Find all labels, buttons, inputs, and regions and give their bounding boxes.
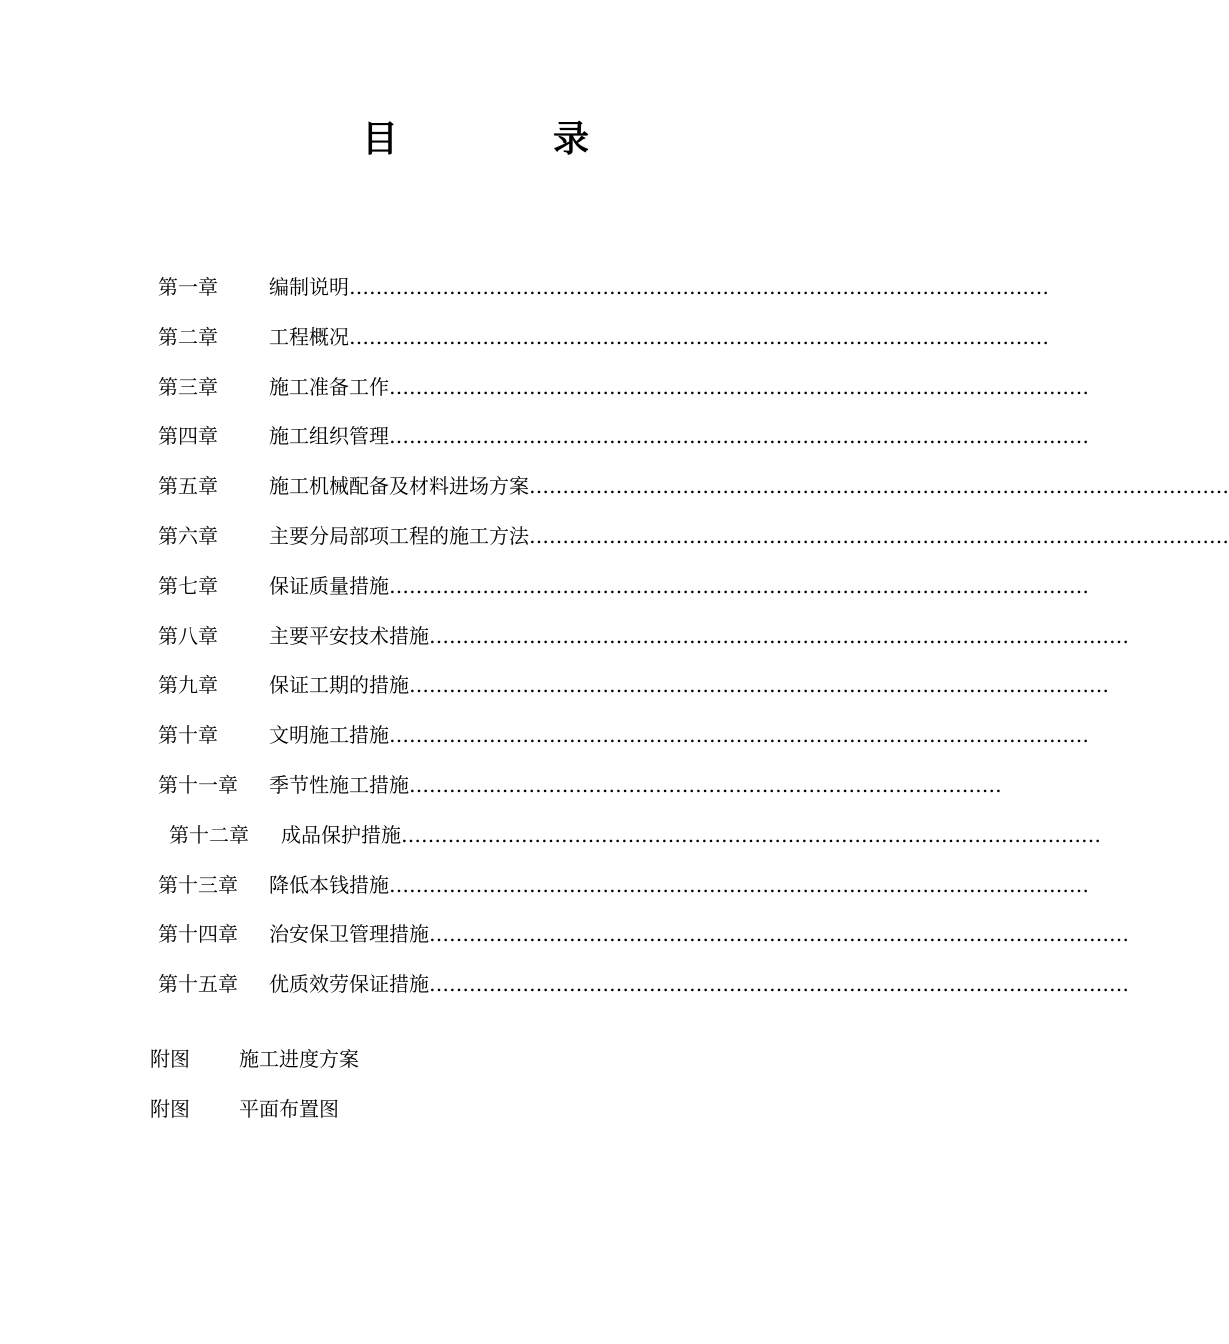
toc-entry-13[interactable]: [0, 862, 1089, 912]
dot-leader: ……………………………………………………………………………………………: [389, 424, 1089, 449]
chapter-number: 第十四章: [158, 922, 238, 947]
chapter-title: 编制说明: [269, 275, 349, 299]
toc-entry-9[interactable]: [0, 662, 1109, 712]
toc-entry-10[interactable]: [0, 712, 1089, 762]
toc-entry-3[interactable]: [0, 364, 1089, 414]
chapter-number: 第三章: [158, 374, 218, 399]
chapter-number: 第一章: [158, 275, 218, 299]
toc-entry-1[interactable]: [0, 264, 1049, 314]
chapter-number: 第九章: [158, 673, 218, 698]
chapter-number: 第十二章: [169, 822, 249, 847]
chapter-number: 第十三章: [158, 872, 238, 897]
appendix-title: 平面布置图: [239, 1097, 339, 1121]
chapter-title: 主要分局部项工程的施工方法: [269, 523, 529, 548]
chapter-title: 保证质量措施: [269, 573, 389, 598]
chapter-number: 第七章: [158, 573, 218, 598]
appendix-label: 附图: [150, 1097, 190, 1121]
dot-leader: ……………………………………………………………………………………………: [349, 324, 1049, 349]
dot-leader: ……………………………………………………………………………………………: [401, 822, 1101, 847]
chapter-title: 成品保护措施: [281, 822, 401, 847]
chapter-title: 治安保卫管理措施: [269, 922, 429, 947]
title-char-mu: 目: [362, 118, 399, 160]
chapter-title: 降低本钱措施: [269, 872, 389, 897]
dot-leader: ……………………………………………………………………………………………: [389, 374, 1089, 399]
dot-leader: ……………………………………………………………………………………………: [389, 573, 1089, 598]
toc-entry-5[interactable]: [0, 463, 1229, 513]
toc-entry-4[interactable]: [0, 413, 1089, 463]
chapter-number: 第十一章: [158, 772, 238, 797]
toc-entry-8[interactable]: [0, 613, 1129, 663]
toc-entry-12[interactable]: [0, 812, 1101, 862]
dot-leader: ……………………………………………………………………………………………: [409, 673, 1109, 698]
chapter-number: 第十五章: [158, 972, 238, 997]
chapter-number: 第四章: [158, 424, 218, 449]
appendix-label: 附图: [150, 1047, 190, 1071]
dot-leader: ……………………………………………………………………………………………: [389, 723, 1089, 748]
chapter-number: 第二章: [158, 324, 218, 349]
toc-entry-14[interactable]: [0, 911, 1129, 961]
toc-entry-6[interactable]: [0, 513, 1229, 563]
toc-entry-15[interactable]: [0, 961, 1129, 1011]
chapter-title: 优质效劳保证措施: [269, 972, 429, 997]
chapter-number: 第八章: [158, 623, 218, 648]
dot-leader: ……………………………………………………………………………………………: [349, 275, 1049, 299]
dot-leader: ……………………………………………………………………………………………: [529, 523, 1229, 548]
chapter-title: 季节性施工措施: [269, 772, 409, 797]
dot-leader: ……………………………………………………………………………………………: [529, 474, 1229, 499]
dot-leader: ……………………………………………………………………………………………: [429, 922, 1129, 947]
dot-leader: ……………………………………………………………………………………………: [429, 623, 1129, 648]
appendix-title: 施工进度方案: [239, 1047, 359, 1071]
chapter-title: 施工组织管理: [269, 424, 389, 449]
chapter-number: 第六章: [158, 523, 218, 548]
table-of-contents: [0, 264, 1229, 1011]
toc-entry-2[interactable]: [0, 314, 1049, 364]
chapter-number: 第五章: [158, 474, 218, 499]
appendix-entry-2[interactable]: [0, 1086, 950, 1136]
dot-leader: ……………………………………………………………………………………………: [429, 972, 1129, 997]
chapter-title: 施工准备工作: [269, 374, 389, 399]
toc-entry-11[interactable]: [0, 762, 1002, 812]
page-title: [0, 114, 950, 164]
appendix-list: [0, 1036, 950, 1136]
chapter-title: 文明施工措施: [269, 723, 389, 748]
appendix-entry-1[interactable]: [0, 1036, 950, 1086]
toc-entry-7[interactable]: [0, 563, 1089, 613]
chapter-number: 第十章: [158, 723, 218, 748]
dot-leader: ……………………………………………………………………………………………: [389, 872, 1089, 897]
chapter-title: 工程概况: [269, 324, 349, 349]
chapter-title: 主要平安技术措施: [269, 623, 429, 648]
dot-leader: …………..…………………………………………………………………: [409, 772, 1002, 797]
title-char-lu: 录: [553, 118, 590, 160]
chapter-title: 施工机械配备及材料进场方案: [269, 474, 529, 499]
chapter-title: 保证工期的措施: [269, 673, 409, 698]
